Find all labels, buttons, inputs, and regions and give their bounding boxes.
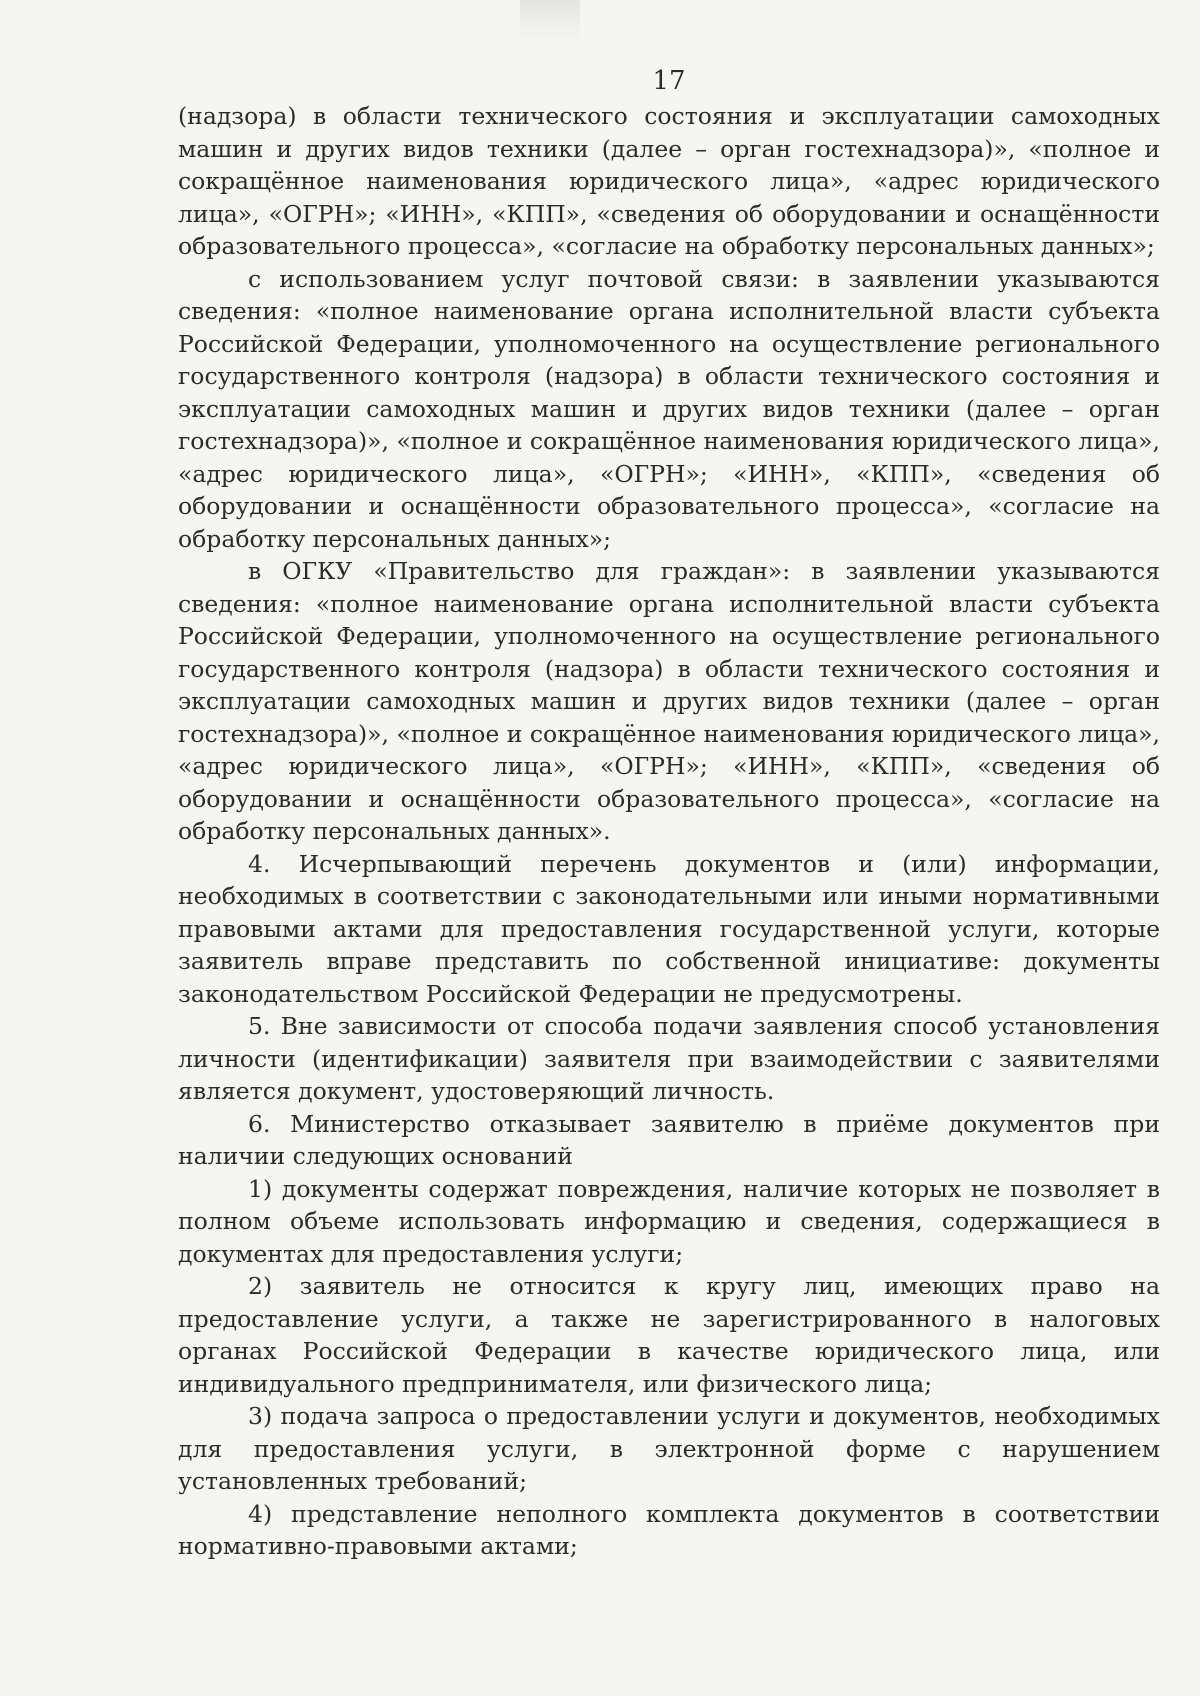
list-item-3: 3) подача запроса о предоставлении услуги и документов, необходимых для предоставления услуги, в электронной форме с нарушением установленных требований;	[178, 1402, 1160, 1495]
paragraph-continuation: (надзора) в области технического состояния и эксплуатации самоходных машин и других видов техники (далее – орган гостехнадзора)», «полное и сокращённое наименования юридического лица», «адрес юридического лица», «ОГРН»; «ИНН», «КПП», «сведения об оборудовании и оснащённости образовательного процесса», «согласие на обработку персональных данных»;	[178, 102, 1160, 260]
paragraph-ogku: в ОГКУ «Правительство для граждан»: в заявлении указываются сведения: «полное наименование органа исполнительной власти субъекта Российской Федерации, уполномоченного на осуществление регионального государственного контроля (надзора) в области технического состояния и эксплуатации самоходных машин и других видов техники (далее – орган гостехнадзора)», «полное и сокращённое наименования юридического лица», «адрес юридического лица», «ОГРН»; «ИНН», «КПП», «сведения об оборудовании и оснащённости образовательного процесса», «согласие на обработку персональных данных».	[178, 557, 1160, 845]
paragraph-postal: с использованием услуг почтовой связи: в заявлении указываются сведения: «полное наименование органа исполнительной власти субъекта Российской Федерации, уполномоченного на осуществление регионального государственного контроля (надзора) в области технического состояния и эксплуатации самоходных машин и других видов техники (далее – орган гостехнадзора)», «полное и сокращённое наименования юридического лица», «адрес юридического лица», «ОГРН»; «ИНН», «КПП», «сведения об оборудовании и оснащённости образовательного процесса», «согласие на обработку персональных данных»;	[178, 264, 1160, 553]
page-number: 17	[652, 66, 686, 96]
list-item-4: 4) представление неполного комплекта документов в соответствии нормативно-правовыми актами;	[178, 1499, 1160, 1560]
list-item-2: 2) заявитель не относится к кругу лиц, имеющих право на предоставление услуги, а также не зарегистрированного в налоговых органах Российской Федерации в качестве юридического лица, или индивидуального предпринимателя, или физического лица;	[178, 1272, 1160, 1398]
paragraph-item-4: 4. Исчерпывающий перечень документов и (или) информации, необходимых в соответствии с законодательными или иными нормативными правовыми актами для предоставления государственной услуги, которые заявитель вправе представить по собственной инициативе: документы законодательством Российской Федерации не предусмотрены.	[178, 849, 1160, 1008]
list-item-1: 1) документы содержат повреждения, наличие которых не позволяет в полном объеме использовать информацию и сведения, содержащиеся в документах для предоставления услуги;	[178, 1174, 1160, 1268]
paragraph-item-6: 6. Министерство отказывает заявителю в приёме документов при наличии следующих оснований	[178, 1109, 1160, 1170]
paragraph-item-5: 5. Вне зависимости от способа подачи заявления способ установления личности (идентификации) заявителя при взаимодействии с заявителями является документ, удостоверяющий личность.	[178, 1012, 1160, 1105]
